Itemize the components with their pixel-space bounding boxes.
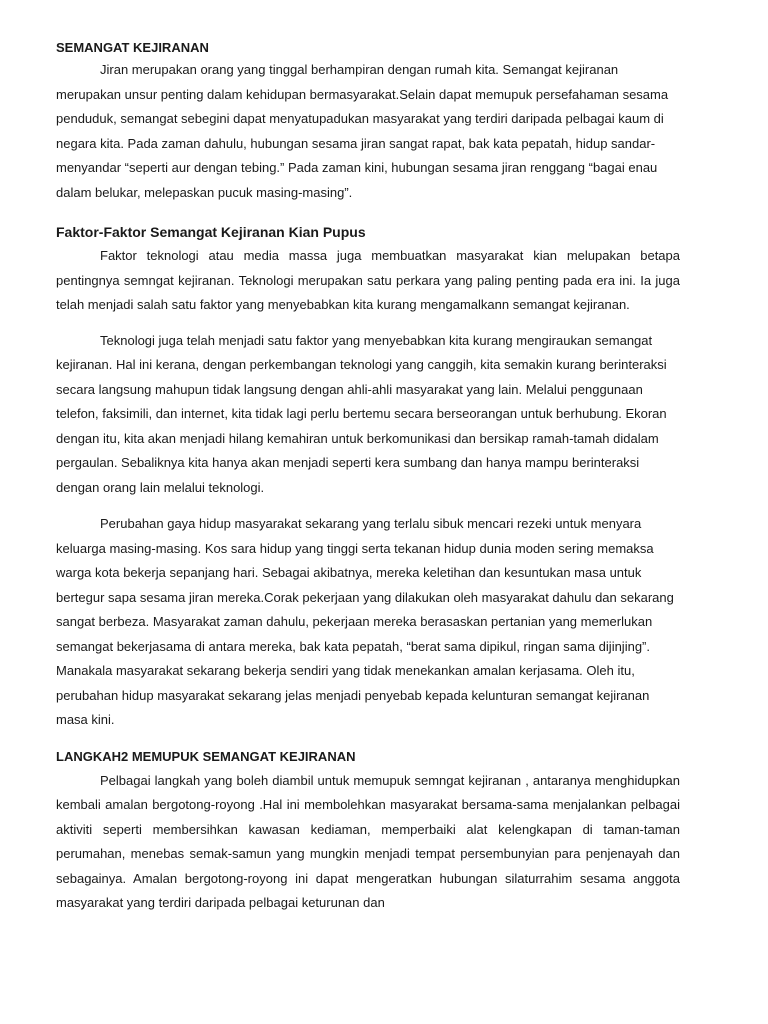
section-heading-langkah: LANGKAH2 MEMUPUK SEMANGAT KEJIRANAN (56, 748, 356, 764)
paragraph-gaya-hidup: Perubahan gaya hidup masyarakat sekarang yang terlalu sibuk mencari rezeki untuk menyara keluarga masing-masing. Kos sara hidup yang tinggi serta tekanan hidup dunia moden sering memaksa warga kota bekerja sepanjang hari. Sebagai akibatnya, mereka keletihan dan kesuntukan masa untuk bertegur sapa sesama jiran mereka.Corak pekerjaan yang dilakukan oleh masyarakat dahulu dan sekarang sangat berbeza. Masyarakat zaman dahulu, pekerjaan mereka berasaskan pertanian yang memerlukan semangat bekerjasama di antara mereka, bak kata pepatah, “berat sama dipikul, ringan sama dijinjing”. Manakala masyarakat sekarang bekerja sendiri yang tidak menekankan amalan kerjasama. Oleh itu, perubahan hidup masyarakat sekarang jelas menjadi penyebab kepada keluntur​an semangat kejiranan masa kini. (56, 516, 674, 727)
paragraph-faktor-teknologi: Faktor teknologi atau media massa juga membuatkan masyarakat kian melupakan betapa pentingnya semngat kejiranan. Teknologi merupakan satu perkara yang paling penting pada era ini. Ia juga telah menjadi salah satu faktor yang menyebabkan kita kurang mengamalkann semangat kejiranan. (56, 248, 680, 312)
document-page (56, 38, 680, 916)
paragraph-teknologi-interaksi: Teknologi juga telah menjadi satu faktor yang menyebabkan kita kurang mengiraukan semangat kejiranan. Hal ini kerana, dengan perkembangan teknologi yang canggih, kita semakin kurang berinteraksi secara langsung mahupun tidak langsung dengan ahli-ahli masyarakat yang lain. Melalui penggunaan telefon, faksimili, dan internet, kita tidak lagi perlu bertemu secara berseorangan untuk berhubung. Ekoran dengan itu, kita akan menjadi hilang kemahiran untuk berkomunikasi dan bersikap ramah-tamah didalam pergaulan. Sebaliknya kita hanya akan menjadi seperti kera sumbang dan hanya mampu berinteraksi dengan orang lain melalui teknologi. (56, 332, 667, 495)
paragraph-intro: Jiran merupakan orang yang tinggal berhampiran dengan rumah kita. Semangat kejiranan merupakan unsur penting dalam kehidupan bermasyarakat.Selain dapat memupuk persefahaman sesama penduduk, semangat sebegini dapat menyatupadukan masyarakat yang terdiri daripada pelbagai kaum di negara kita. Pada zaman dahulu, hubungan sesama jiran sangat rapat, bak kata pepatah, hidup sandar-menyandar “seperti aur dengan tebing.” Pada zaman kini, hubungan sesama jiran renggang “bagai enau dalam belukar, melepaskan pucuk masing-masing”. (56, 62, 669, 200)
paragraph-langkah-gotong-royong: Pelbagai langkah yang boleh diambil untuk memupuk semngat kejiranan , antaranya menghidupkan kembali amalan bergotong-royong .Hal ini membolehkan masyarakat bersama-sama menjalankan pelbagai aktiviti seperti membersihkan kawasan kediaman, memperbaiki alat kelengkapan di taman-taman perumahan, menebas semak-samun yang mungkin menjadi tempat persembunyian para penjenayah dan sebagainya. Amalan bergotong-royong ini dapat mengeratkan hubungan silaturrahim sesama anggota masyarakat yang terdiri daripada pelbagai keturunan dan (56, 772, 680, 910)
section-heading-semangat-kejiranan: SEMANGAT KEJIRANAN (56, 40, 209, 55)
section-heading-faktor: Faktor-Faktor Semangat Kejiranan Kian Pupus (56, 224, 366, 240)
